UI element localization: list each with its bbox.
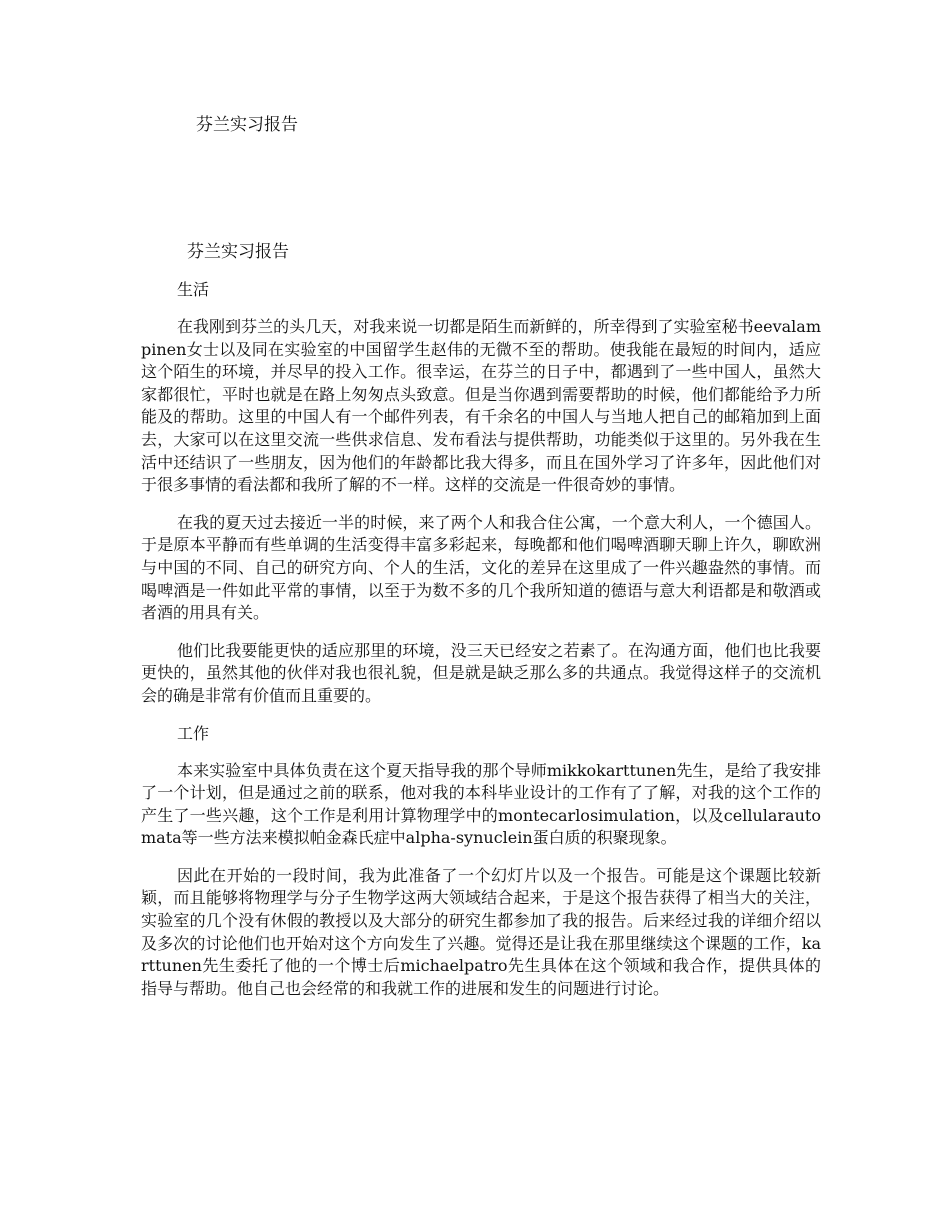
paragraph-life-1: 在我刚到芬兰的头几天，对我来说一切都是陌生而新鲜的，所幸得到了实验室秘书eevalampinen女士以及同在实验室的中国留学生赵伟的无微不至的帮助。使我能在最短的时间内，适应这个陌生的环境，并尽早的投入工作。很幸运，在芬兰的日子中，都遇到了一些中国人，虽然大家都很忙，平时也就是在路上匆匆点头致意。但是当你遇到需要帮助的时候，他们都能给予力所能及的帮助。这里的中国人有一个邮件列表，有千余名的中国人与当地人把自己的邮箱加到上面去，大家可以在这里交流一些供求信息、发布看法与提供帮助，功能类似于这里的。另外我在生活中还结识了一些朋友，因为他们的年龄都比我大得多，而且在国外学习了许多年，因此他们对于很多事情的看法都和我所了解的不一样。这样的交流是一件很奇妙的事情。: [141, 317, 821, 495]
paragraph-work-2: 因此在开始的一段时间，我为此准备了一个幻灯片以及一个报告。可能是这个课题比较新颖，而且能够将物理学与分子生物学这两大领域结合起来，于是这个报告获得了相当大的关注，实验室的几个没有休假的教授以及大部分的研究生都参加了我的报告。后来经过我的详细介绍以及多次的讨论他们也开始对这个方向发生了兴趣。觉得还是让我在那里继续这个课题的工作，karttunen先生委托了他的一个博士后michaelpatro先生具体在这个领域和我合作，提供具体的指导与帮助。他自己也会经常的和我就工作的进展和发生的问题进行讨论。: [141, 865, 821, 998]
header-title: 芬兰实习报告: [196, 115, 298, 135]
paragraph-life-2: 在我的夏天过去接近一半的时候，来了两个人和我合住公寓，一个意大利人，一个德国人。于是原本平静而有些单调的生活变得丰富多彩起来，每晚都和他们喝啤酒聊天聊上许久，聊欧洲与中国的不同、自己的研究方向、个人的生活，文化的差异在这里成了一件兴趣盎然的事情。而喝啤酒是一件如此平常的事情，以至于为数不多的几个我所知道的德语与意大利语都是和敬酒或者酒的用具有关。: [141, 512, 821, 623]
paragraph-work-1: 本来实验室中具体负责在这个夏天指导我的那个导师mikkokarttunen先生，是给了我安排了一个计划，但是通过之前的联系，他对我的本科毕业设计的工作有了了解，对我的这个工作的产生了一些兴趣，这个工作是利用计算物理学中的montecarlosimulation，以及cellularautomata等一些方法来模拟帕金森氏症中alpha-synuclein蛋白质的积聚现象。: [141, 760, 821, 848]
paragraph-life-3: 他们比我要能更快的适应那里的环境，没三天已经安之若素了。在沟通方面，他们也比我要更快的，虽然其他的伙伴对我也很礼貌，但是就是缺乏那么多的共通点。我觉得这样子的交流机会的确是非常有价值而且重要的。: [141, 640, 821, 705]
document-body: [141, 240, 821, 1015]
section-heading-life: 生活: [177, 280, 210, 299]
document-title: 芬兰实习报告: [187, 242, 289, 262]
section-heading-work: 工作: [177, 723, 210, 743]
